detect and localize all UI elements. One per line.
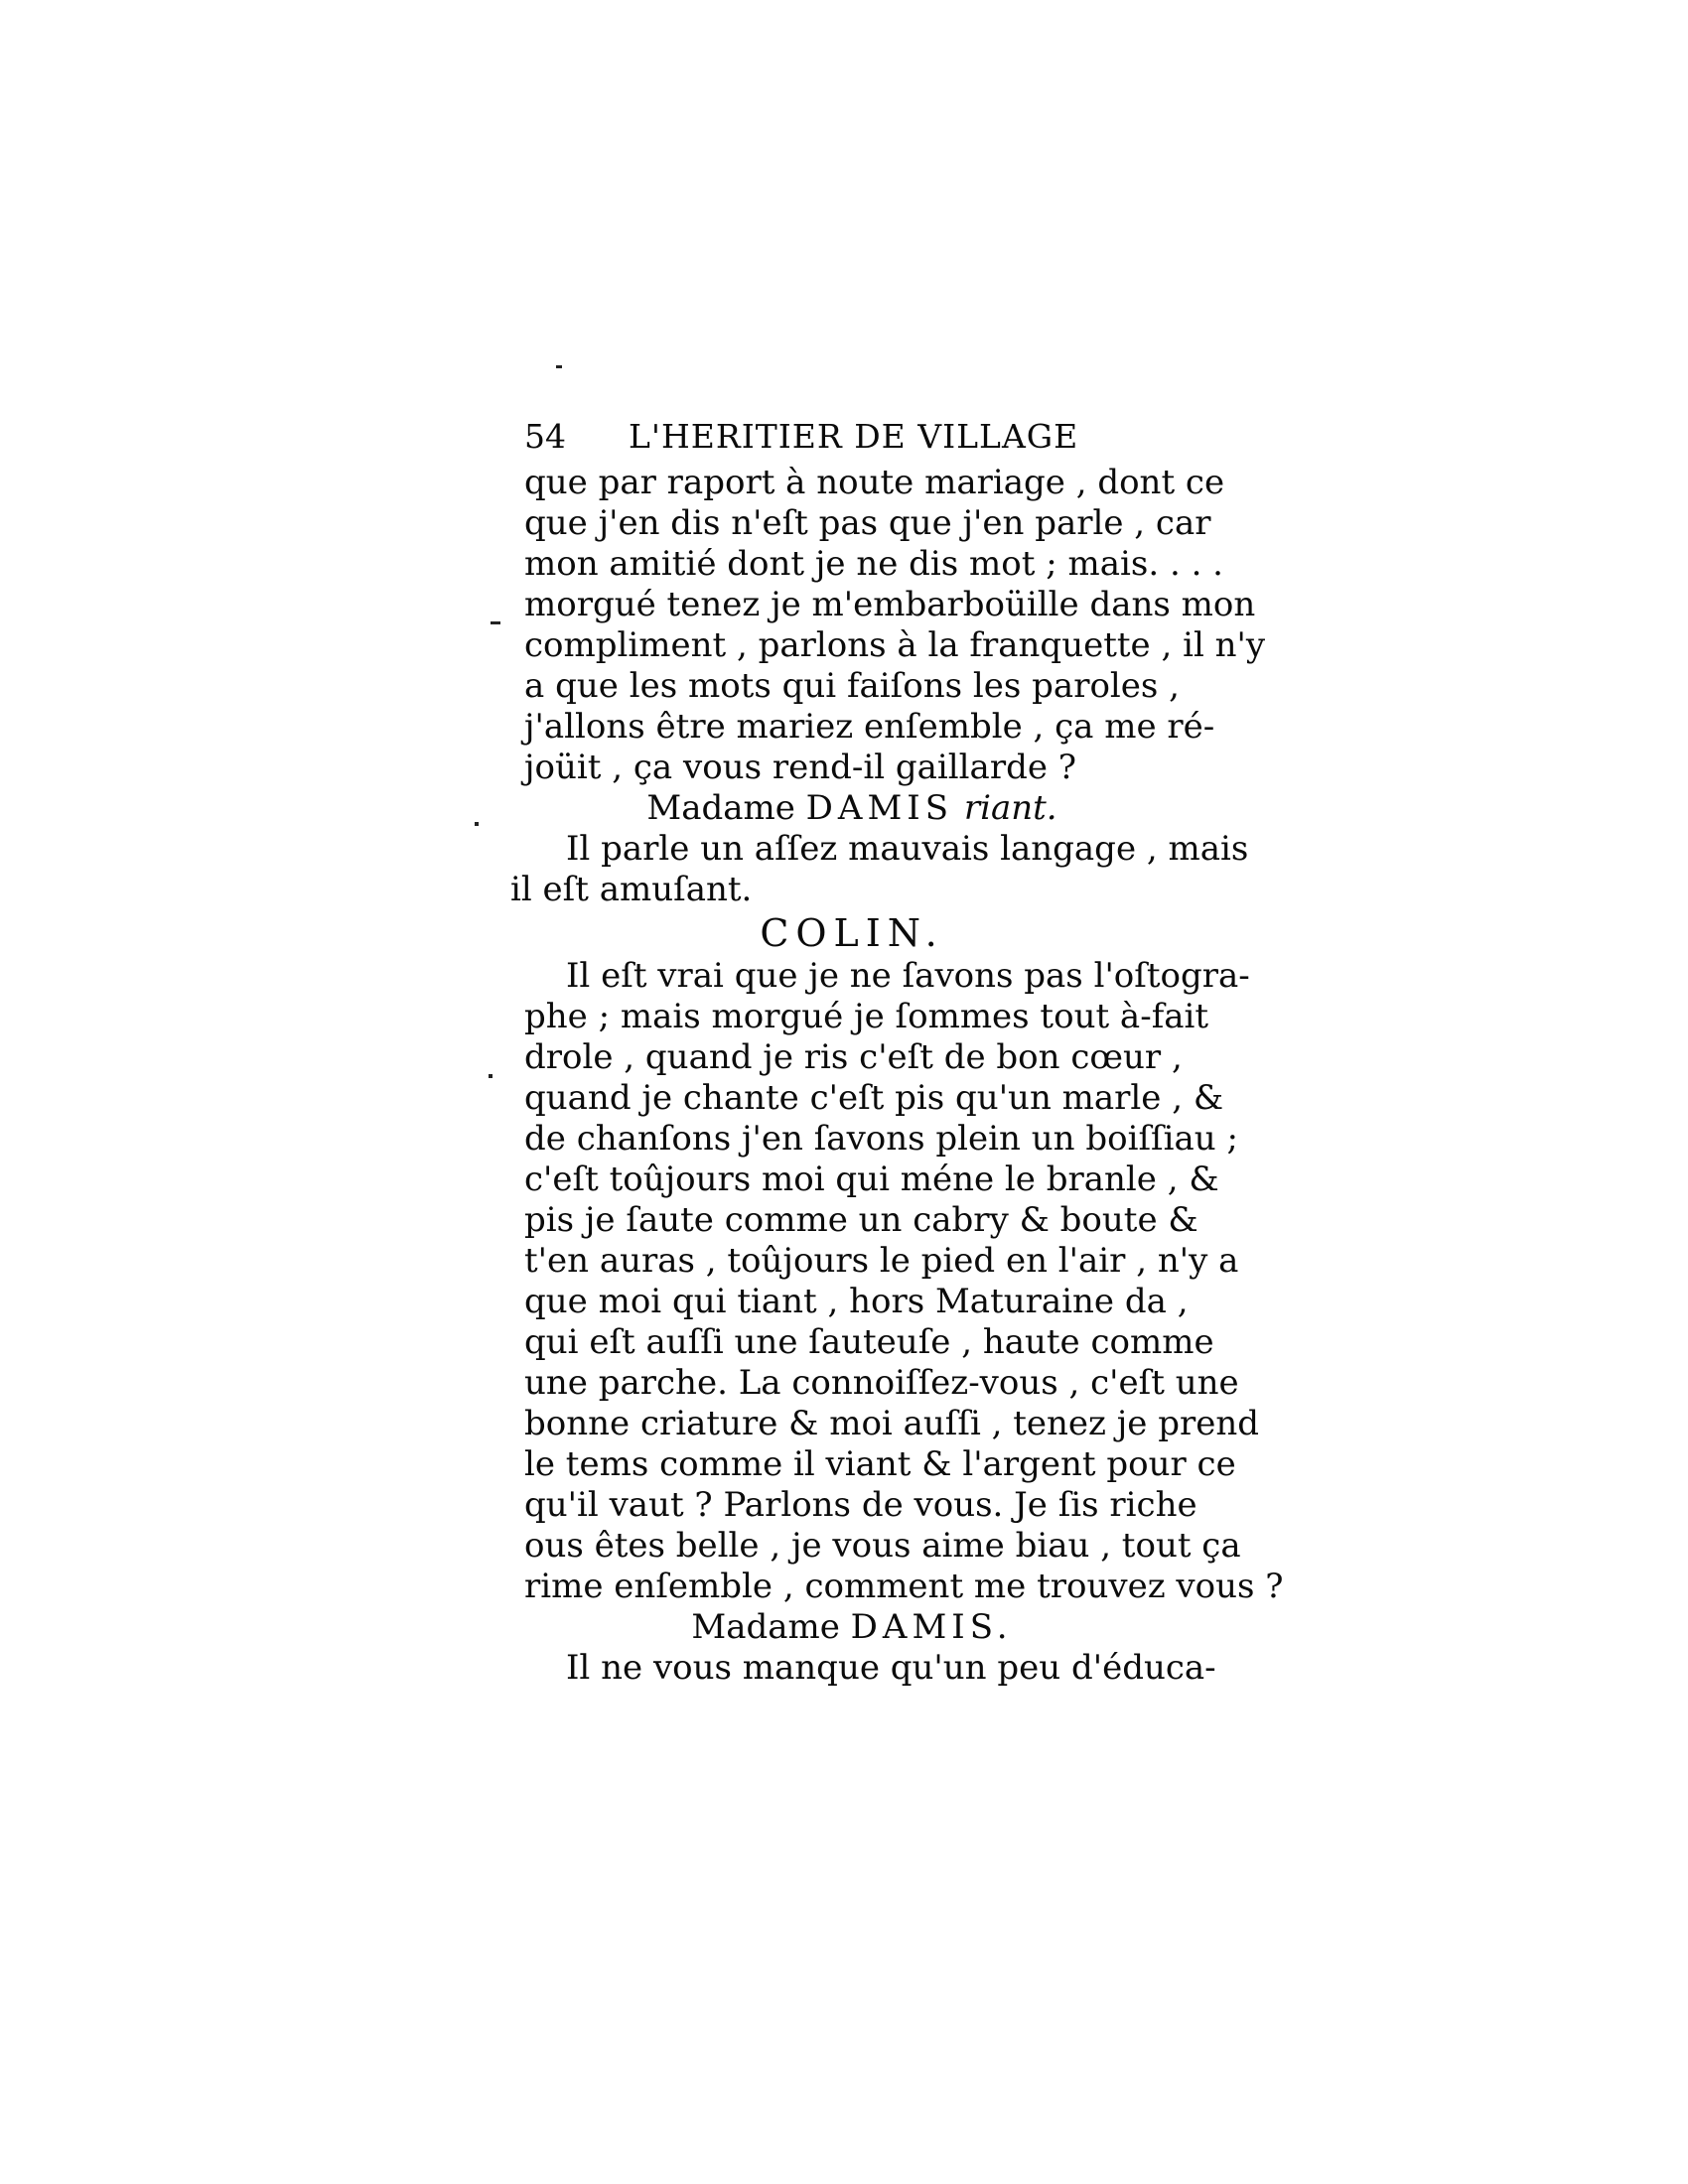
text-line: que moi qui tiant , hors Maturaine da , (524, 1282, 1189, 1321)
scan-speck (556, 365, 562, 368)
speech-colin (524, 956, 1284, 1607)
speech-damis-2 (524, 1648, 1216, 1689)
running-header (524, 417, 1180, 463)
text-line: joüit , ça vous rend-il gaillarde ? (524, 748, 1077, 787)
text-line: Il parle un aſſez mauvais langage , mais (566, 829, 1249, 869)
text-line: j'allons être mariez enſemble , ça me ré- (524, 707, 1215, 747)
speaker-heading-damis (524, 1607, 1180, 1648)
text-line: Il eſt vrai que je ne ſavons pas l'oſtogra- (566, 956, 1250, 996)
page-text (510, 417, 1284, 1689)
text-line: quand je chante c'eſt pis qu'un marle , & (524, 1078, 1224, 1118)
running-title: L'HERITIER DE VILLAGE (629, 417, 1079, 456)
text-line: une parche. La connoiſſez-vous , c'eſt une (524, 1363, 1239, 1403)
text-line: a que les mots qui faiſons les paroles , (524, 666, 1180, 706)
text-line: qui eſt auſſi une ſauteuſe , haute comme (524, 1322, 1214, 1362)
stage-direction: riant. (963, 788, 1057, 828)
speaker-heading-damis-riant (524, 788, 1180, 829)
text-line: c'eſt toûjours moi qui méne le branle , & (524, 1160, 1219, 1199)
text-line: de chanſons j'en ſavons plein un boiſſiau ; (524, 1119, 1238, 1159)
text-line: mon amitié dont je ne dis mot ; mais. . . . (524, 544, 1223, 584)
text-line: Il ne vous manque qu'un peu d'éduca- (566, 1648, 1216, 1688)
text-line: bonne criature & moi auſſi , tenez je prend (524, 1404, 1260, 1443)
text-line: qu'il vaut ? Parlons de vous. Je ſis riche (524, 1485, 1197, 1525)
speaker-name: DAMIS (805, 788, 954, 828)
text-line: t'en auras , toûjours le pied en l'air , n'y a (524, 1241, 1239, 1281)
text-line: le tems comme il viant & l'argent pour ce (524, 1444, 1236, 1484)
text-line: ous êtes belle , je vous aime biau , tout ça (524, 1526, 1241, 1566)
scan-speck (489, 1074, 492, 1078)
text-line: pis je ſaute comme un cabry & boute & (524, 1200, 1198, 1240)
text-line: morgué tenez je m'embarboüille dans mon (524, 585, 1256, 624)
speaker-name: DAMIS. (850, 1607, 1013, 1647)
speech-damis-1 (510, 829, 1249, 910)
text-line: drole , quand je ris c'eſt de bon cœur , (524, 1037, 1183, 1077)
speech-colin-continued (524, 463, 1266, 788)
page-number: 54 (524, 417, 566, 456)
text-line: que j'en dis n'eſt pas que j'en parle , car (524, 503, 1211, 543)
text-line: phe ; mais morgué je ſommes tout à-fait (524, 997, 1209, 1036)
text-line: il eſt amuſant. (510, 870, 753, 909)
text-line: rime enſemble , comment me trouvez vous ? (524, 1567, 1284, 1606)
scan-speck (475, 822, 479, 826)
speaker-prefix: Madame (691, 1607, 840, 1647)
speaker-heading-colin: COLIN. (760, 911, 944, 955)
speaker-prefix: Madame (646, 788, 795, 828)
scan-speck (491, 621, 500, 624)
text-line: que par raport à noute mariage , dont ce (524, 463, 1225, 502)
text-line: compliment , parlons à la franquette , il n'y (524, 625, 1266, 665)
